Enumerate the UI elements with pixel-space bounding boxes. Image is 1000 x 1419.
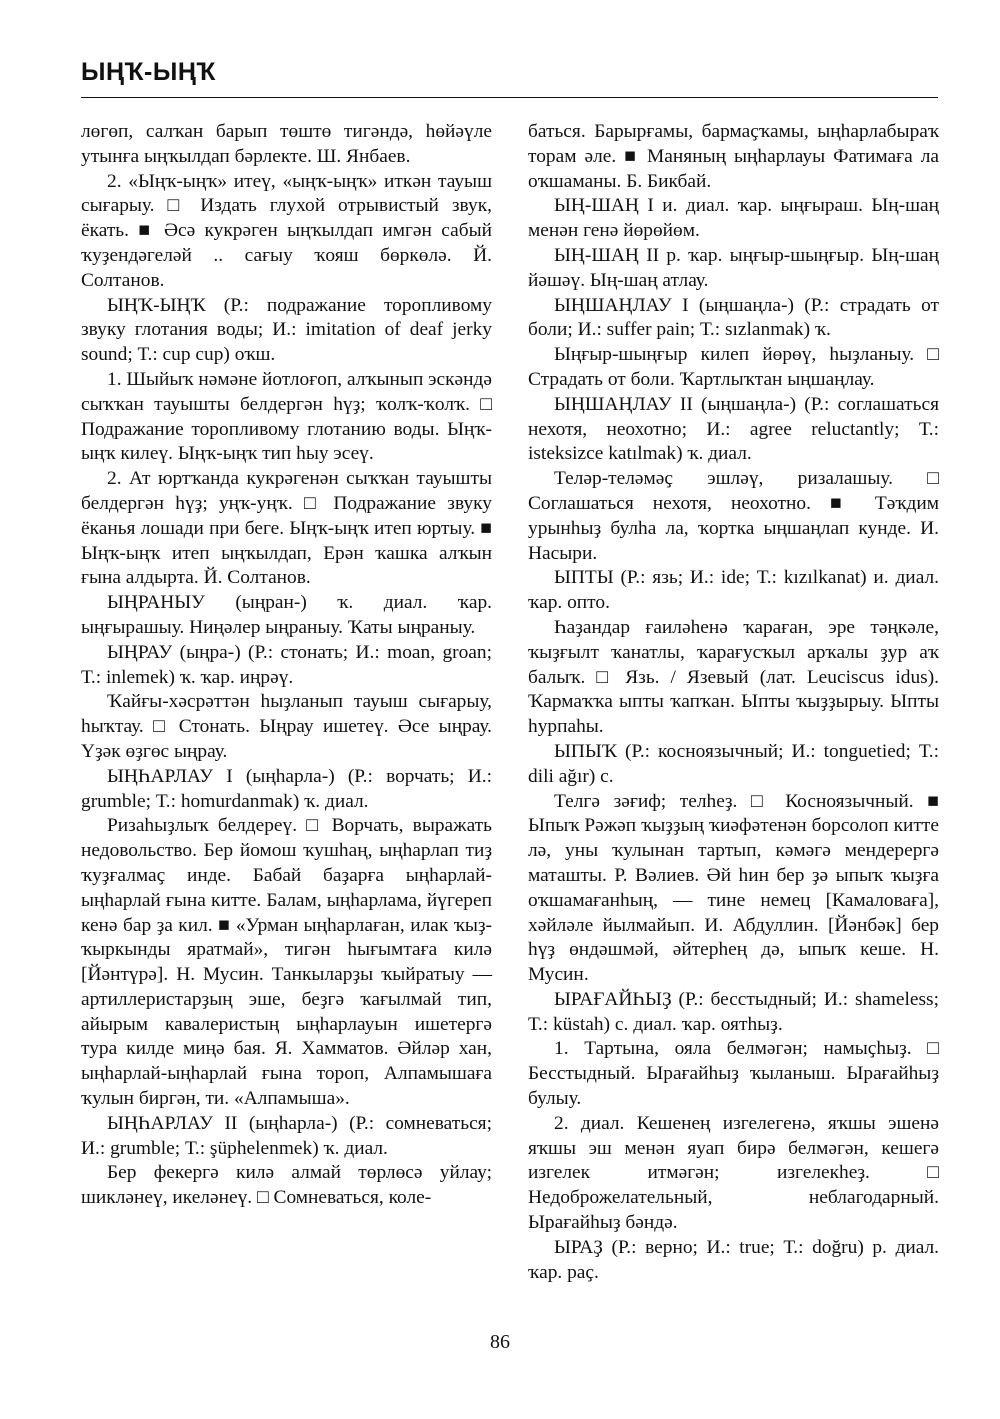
paragraph: 2. диал. Кешенең изгелегенә, яҡшы эшенә яҡшы эш менән яуап бирә белмәгән, кешегә изгелек итмәгән; изгелекһеҙ. □ Недоброжелательный, неблагодарный. Ырағайһыҙ бәндә. [528, 1112, 939, 1234]
paragraph: Ҡайғы-хәсрәттән һыҙланып тауыш сығарыу, һыҡтау. □ Стонать. Ыңрау ишетеү. Әсе ыңрау. Үҙәк өҙгөс ыңрау. [81, 691, 492, 762]
page-number: 86 [490, 1331, 510, 1353]
paragraph: Телгә зәғиф; телһеҙ. □ Косноязычный. ■ Ыпыҡ Рәжәп ҡыҙҙың ҡиәфәтенән борсолоп китте лә, уны ҡулынан тартып, кәмәгә мендерергә маташты. Р. Вәлиев. Әй һин бер ҙә ыпыҡ ҡыҙға оҡшамағанһың, — тине немец [Камаловаға], хәйләле йылмайып. И. Абдуллин. [Йәнбәк] бер һүҙ өндәшмәй, әйтерһең дә, ыпыҡ кеше. Н. Мусин. [528, 790, 939, 986]
paragraph: Ризаһыҙлыҡ белдереү. □ Ворчать, выражать недовольство. Бер йомош ҡушһаң, ыңһарлап тиҙ ҡуҙғалмаҫ инде. Бабай баҙарға ыңһарлай-ыңһарлай ғына китте. Балам, ыңһарлама, йүгереп кенә бар ҙа кил. ■ «Урман ыңһарлаған, илак ҡыҙ-ҡыркынды яратмай», тигән һығымтаға килә [Йәнтүрә]. Н. Мусин. Танкыларҙы ҡыйратыу — артиллеристарҙың эше, беҙгә ҡағылмай тип, айырым кавалеристың ыңһарлауын ишетергә тура килде миңә бая. Я. Хамматов. Әйләр хан, ыңһарлай-ыңһарлай ғына тороп, Алпамышаға ҡулын биргән, ти. «Алпамыша». [81, 815, 492, 1110]
paragraph: 2. Ат юртҡанда кукрәгенән сыҡҡан тауышты белдергән һүҙ; уңҡ-уңҡ. □ Подражание звуку ёканья лошади при беге. Ыңҡ-ыңҡ итеп юртыу. ■ Ыңҡ-ыңҡ итеп ыңҡылдап, Ерән ҡашка алҡын ғына алдырта. Й. Солтанов. [81, 468, 492, 589]
right-column [528, 120, 939, 1285]
dictionary-entry: ЫҢҠ-ЫҢҠ (Р.: подражание торопливому звуку глотания воды; И.: imitation of deaf jerky sound; Т.: cup cup) оҡш. [81, 294, 492, 366]
running-head: ЫҢҠ-ЫҢҠ [81, 58, 216, 86]
dictionary-entry: ЫҢ-ШАҢ II р. ҡар. ыңғыр-шыңғыр. Ың-шаң йәшәү. Ың-шаң атлау. [528, 244, 939, 291]
dictionary-entry: ЫПЫҠ (Р.: косноязычный; И.: tonguetied; Т.: dili ağır) с. [528, 740, 939, 787]
paragraph: 1. Шыйыҡ нәмәне йотлоғоп, алҡынып эскәндә сыҡҡан тауышты белдергән һүҙ; ҡолҡ-ҡолҡ. □ Подражание торопливому глотанию воды. Ыңҡ-ыңҡ килеү. Ыңҡ-ыңҡ тип һыу эсеү. [81, 368, 492, 465]
paragraph: Теләр-теләмәҫ эшләү, ризалашыу. □ Соглашаться нехотя, неохотно. ■ Тәҡдим урынһыҙ булһа ла, ҡортка ыңшаңлап кунде. И. Насыри. [528, 468, 939, 564]
paragraph: лөгөп, салҡан барып төштө тигәндә, һөйәүле утынға ыңҡылдап бәрлекте. Ш. Янбаев. [81, 121, 492, 167]
paragraph: баться. Барырғамы, бармаҫҡамы, ыңһарлабыраҡ торам әле. ■ Маняның ыңһарлауы Фатимаға ла оҡшаманы. Б. Бикбай. [528, 121, 939, 192]
paragraph: Ыңғыр-шыңғыр килеп йөрөү, һыҙланыу. □ Страдать от боли. Ҡартлыҡтан ыңшаңлау. [528, 344, 939, 390]
paragraph: 2. «Ыңҡ-ыңҡ» итеү, «ыңҡ-ыңҡ» иткән тауыш сығарыу. □ Издать глухой отрывистый звук, ёкать. ■ Әсә кукрәген ыңҡылдап имгән сабый ҡуҙендәгеләй .. сағыу ҡояш бөркөлә. Й. Солтанов. [81, 170, 492, 291]
dictionary-entry: ЫҢШАҢЛАУ II (ыңшаңла-) (Р.: соглашаться нехотя, неохотно; И.: agree reluctantly; Т.: isteksizce katılmak) ҡ. диал. [528, 393, 939, 465]
paragraph: 1. Тартына, ояла белмәгән; намыҫһыҙ. □ Бесстыдный. Ырағайһыҙ ҡыланыш. Ырағайһыҙ булыу. [528, 1038, 939, 1110]
dictionary-entry: ЫРАҒАЙҺЫҘ (Р.: бесстыдный; И.: shameless; Т.: küstah) с. диал. ҡар. оятһыҙ. [528, 988, 939, 1035]
dictionary-entry: ЫҢШАҢЛАУ I (ыңшаңла-) (Р.: страдать от боли; И.: suffer pain; Т.: sızlanmak) ҡ. [528, 294, 939, 341]
paragraph: Һаҙандар ғаиләһенә ҡараған, эре тәңкәле, ҡыҙғылт ҡанатлы, ҡарағусҡыл арҡалы ҙур аҡ балыҡ. □ Язь. / Язевый (лат. Leuciscus idus). Ҡармаҡҡа ыпты ҡапҡан. Ыпты ҡыҙҙырыу. Ыпты һурпаһы. [528, 616, 939, 738]
left-column [81, 120, 492, 1211]
dictionary-entry: ЫҢ-ШАҢ I и. диал. ҡар. ыңғыраш. Ың-шаң менән генә йөрөйөм. [528, 195, 940, 242]
dictionary-entry: ЫҢРАНЫУ (ыңран-) ҡ. диал. ҡар. ыңғырашыу. Ниңәлер ыңраныу. Ҡаты ыңраныу. [81, 592, 492, 638]
dictionary-entry: ЫРАҘ (Р.: верно; И.: true; Т.: doğru) р. диал. ҡар. раҫ. [528, 1236, 939, 1283]
header-rule [81, 97, 938, 98]
dictionary-entry: ЫҢҺАРЛАУ I (ыңһарла-) (Р.: ворчать; И.: grumble; Т.: homurdanmak) ҡ. диал. [81, 765, 492, 812]
paragraph: Бер фекергә килә алмай төрлөсә уйлау; шикләнеү, икеләнеү. □ Сомневаться, коле- [81, 1162, 492, 1209]
dictionary-entry: ЫПТЫ (Р.: язь; И.: ide; Т.: kızılkanat) и. диал. ҡар. опто. [528, 567, 939, 614]
dictionary-entry: ЫҢҺАРЛАУ II (ыңһарла-) (Р.: сомневаться; И.: grumble; Т.: şüphelenmek) ҡ. диал. [81, 1112, 492, 1159]
dictionary-entry: ЫҢРАУ (ыңра-) (Р.: стонать; И.: moan, groan; Т.: inlemek) ҡ. ҡар. иңрәү. [81, 641, 492, 688]
